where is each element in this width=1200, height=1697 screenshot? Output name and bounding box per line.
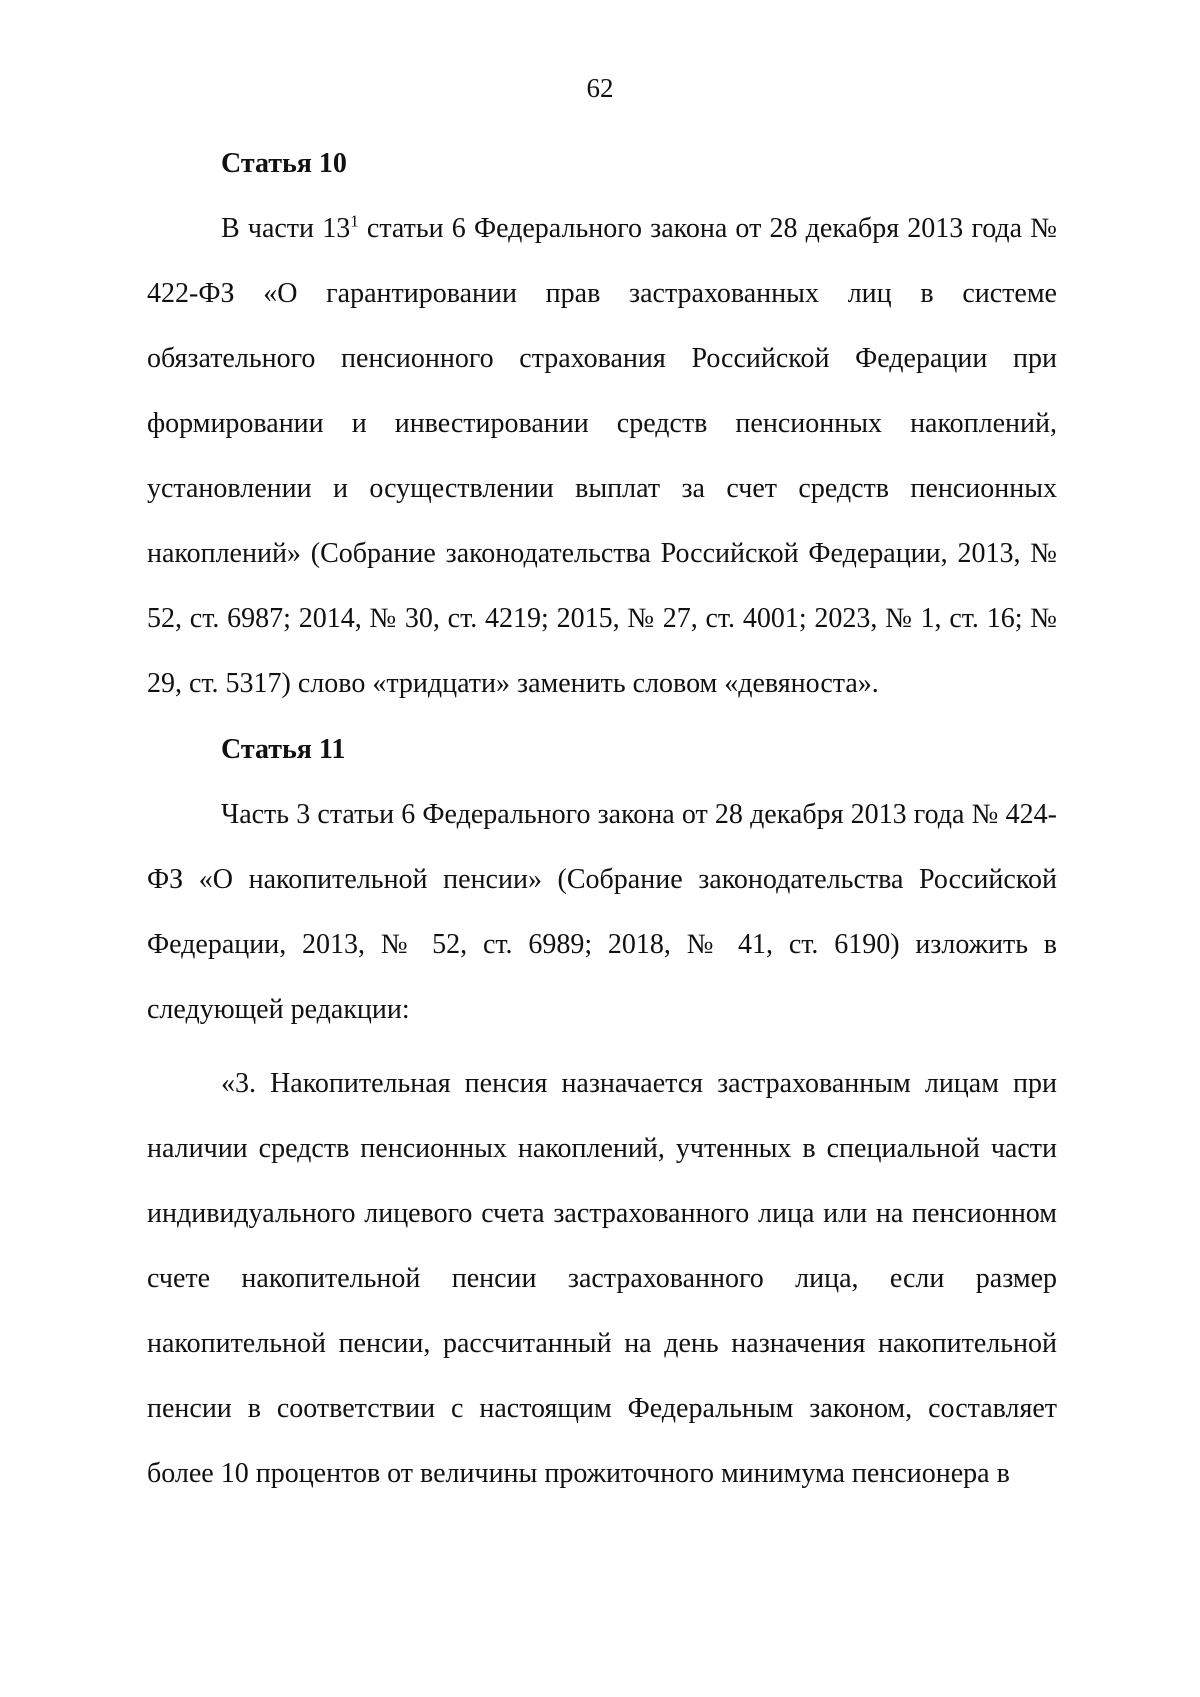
article-11-intro-paragraph: Часть 3 статьи 6 Федерального закона от 28 декабря 2013 года № 424-ФЗ «О накопительной пенсии» (Собрание законодательства Российской Федерации, 2013, № 52, ст. 6989; 2018, № 41, ст. 6190) изложить в следующей редакции:: [147, 799, 1057, 1025]
article-10-text-rest: статьи 6 Федерального закона от 28 декабря 2013 года № 422-ФЗ «О гарантировании прав застрахованных лиц в системе обязательного пенсионного страхования Российской Федерации при формировании и инвестировании средств пенсионных накоплений, установлении и осуществлении выплат за счет средств пенсионных накоплений» (Собрание законодательства Российской Федерации, 2013, № 52, ст. 6987; 2014, № 30, ст. 4219; 2015, № 27, ст. 4001; 2023, № 1, ст. 16; № 29, ст. 5317) слово «тридцати» заменить словом «девяноста».: [147, 213, 1057, 699]
article-10-superscript: 1: [350, 211, 359, 231]
page-number: 62: [586, 73, 614, 103]
article-10-text-start: В части 13: [221, 213, 351, 244]
article-11-quote-paragraph: «3. Накопительная пенсия назначается застрахованным лицам при наличии средств пенсионных накоплений, учтенных в специальной части индивидуального лицевого счета застрахованного лица или на пенсионном счете накопительной пенсии застрахованного лица, если размер накопительной пенсии, рассчитанный на день назначения накопительной пенсии в соответствии с настоящим Федеральным законом, составляет более 10 процентов от величины прожиточного минимума пенсионера в: [147, 1068, 1057, 1489]
article-10-paragraph: [147, 196, 1057, 716]
article-10-heading: Статья 10: [221, 148, 347, 179]
article-11-heading: Статья 11: [221, 734, 346, 765]
